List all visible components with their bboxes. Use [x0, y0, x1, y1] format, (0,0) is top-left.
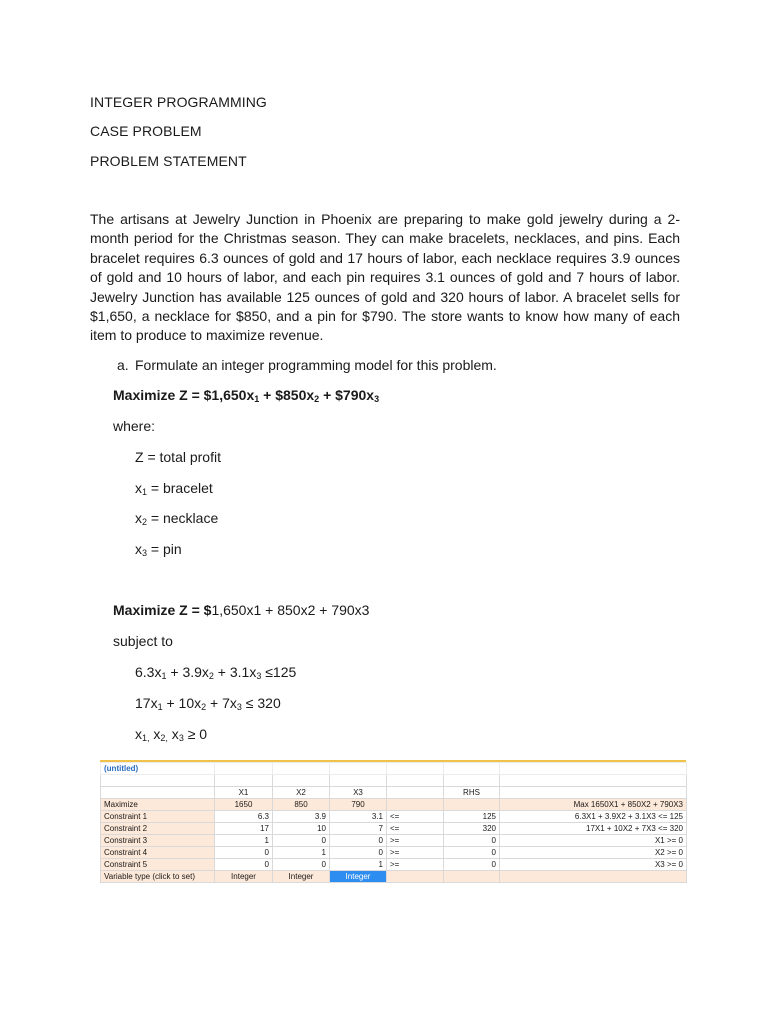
subscript: 1: [142, 487, 148, 497]
cell-sign[interactable]: >=: [387, 835, 444, 847]
variable-type-x1[interactable]: Integer: [215, 871, 273, 883]
term: + 7x: [206, 695, 237, 711]
cell-rhs[interactable]: 125: [444, 811, 500, 823]
heading-case-problem: CASE PROBLEM: [90, 123, 202, 139]
cell-sign[interactable]: >=: [387, 847, 444, 859]
table-row: [101, 799, 687, 811]
header-cell[interactable]: [387, 787, 444, 799]
variable-type-x2[interactable]: Integer: [273, 871, 330, 883]
sheet-title: (untitled): [101, 763, 215, 775]
cell-equation: X1 >= 0: [500, 835, 687, 847]
cell-x2[interactable]: 850: [273, 799, 330, 811]
row-label[interactable]: Constraint 5: [101, 859, 215, 871]
subscript: 1: [157, 702, 163, 712]
constraint-nonnegativity: [135, 726, 207, 743]
table-row: [101, 823, 687, 835]
constraint-labor: [135, 695, 281, 712]
empty-cell: [387, 871, 444, 883]
header-cell[interactable]: X2: [273, 787, 330, 799]
cell-x3[interactable]: 790: [330, 799, 387, 811]
header-cell[interactable]: X1: [215, 787, 273, 799]
cell-x2[interactable]: 1: [273, 847, 330, 859]
definition-x1: [135, 480, 213, 497]
solver-table: [100, 762, 687, 883]
variable: x: [135, 480, 142, 496]
table-row: [101, 811, 687, 823]
term: ≤125: [261, 664, 297, 680]
definition-text: = necklace: [147, 510, 219, 526]
cell-x1[interactable]: 6.3: [215, 811, 273, 823]
subscript: 3: [236, 702, 242, 712]
objective-rest: 1,650x1 + 850x2 + 790x3: [211, 602, 370, 618]
definition-x3: [135, 541, 182, 558]
subscript: 1,: [142, 733, 150, 743]
cell-x1[interactable]: 17: [215, 823, 273, 835]
constraint-gold: [135, 664, 296, 681]
empty-cell: [500, 763, 687, 775]
table-row: [101, 859, 687, 871]
empty-cell: [330, 763, 387, 775]
empty-cell: [387, 775, 444, 787]
row-label[interactable]: Constraint 2: [101, 823, 215, 835]
definition-x2: [135, 510, 218, 527]
cell-rhs[interactable]: 320: [444, 823, 500, 835]
cell-x1[interactable]: 0: [215, 859, 273, 871]
term: + 10x: [162, 695, 202, 711]
empty-cell: [215, 775, 273, 787]
heading-integer-programming: INTEGER PROGRAMMING: [90, 94, 267, 110]
row-label[interactable]: Constraint 3: [101, 835, 215, 847]
row-label[interactable]: Constraint 1: [101, 811, 215, 823]
blank-row: [101, 775, 687, 787]
subscript: 3: [374, 394, 380, 404]
header-cell[interactable]: [101, 787, 215, 799]
term: ≥ 0: [183, 726, 208, 742]
heading-problem-statement: PROBLEM STATEMENT: [90, 153, 247, 169]
cell-x1[interactable]: 1: [215, 835, 273, 847]
cell-sign[interactable]: <=: [387, 823, 444, 835]
cell-x3[interactable]: 0: [330, 835, 387, 847]
variable-type-x3[interactable]: Integer: [330, 871, 387, 883]
subject-to-label: subject to: [113, 633, 173, 649]
cell-sign[interactable]: [387, 799, 444, 811]
variable-type-row: [101, 871, 687, 883]
empty-cell: [500, 775, 687, 787]
term: x: [167, 726, 179, 742]
objective-function-2: [113, 602, 369, 618]
header-cell[interactable]: [500, 787, 687, 799]
cell-equation: 6.3X1 + 3.9X2 + 3.1X3 <= 125: [500, 811, 687, 823]
header-row: [101, 787, 687, 799]
term: + 3.9x: [166, 664, 209, 680]
definition-z: Z = total profit: [135, 449, 221, 465]
question-text: Formulate an integer programming model for this problem.: [135, 357, 497, 373]
cell-rhs[interactable]: 0: [444, 859, 500, 871]
subscript: 3: [178, 733, 184, 743]
cell-x1[interactable]: 0: [215, 847, 273, 859]
subscript: 3: [256, 671, 262, 681]
subscript: 2: [314, 394, 320, 404]
row-label[interactable]: Constraint 4: [101, 847, 215, 859]
row-label[interactable]: Maximize: [101, 799, 215, 811]
term: ≤ 320: [241, 695, 281, 711]
cell-x3[interactable]: 7: [330, 823, 387, 835]
empty-cell: [444, 775, 500, 787]
cell-equation: X3 >= 0: [500, 859, 687, 871]
objective-function: [113, 387, 379, 404]
cell-x2[interactable]: 0: [273, 859, 330, 871]
cell-equation: Max 1650X1 + 850X2 + 790X3: [500, 799, 687, 811]
empty-cell: [444, 763, 500, 775]
table-row: [101, 835, 687, 847]
solver-spreadsheet: [100, 760, 686, 883]
variable: x: [135, 541, 142, 557]
subscript: 2: [142, 517, 148, 527]
variable: x: [135, 510, 142, 526]
list-marker: a.: [117, 357, 129, 373]
cell-x3[interactable]: 3.1: [330, 811, 387, 823]
cell-x3[interactable]: 1: [330, 859, 387, 871]
cell-x1[interactable]: 1650: [215, 799, 273, 811]
empty-cell: [330, 775, 387, 787]
definition-text: = bracelet: [147, 480, 213, 496]
empty-cell: [101, 775, 215, 787]
row-label[interactable]: Variable type (click to set): [101, 871, 215, 883]
term: 6.3x: [135, 664, 162, 680]
cell-equation: 17X1 + 10X2 + 7X3 <= 320: [500, 823, 687, 835]
cell-rhs[interactable]: 0: [444, 847, 500, 859]
objective-part: + $790x: [319, 387, 375, 403]
cell-x3[interactable]: 0: [330, 847, 387, 859]
subscript: 2: [201, 702, 207, 712]
subscript: 2,: [160, 733, 168, 743]
table-row: [101, 847, 687, 859]
cell-x2[interactable]: 10: [273, 823, 330, 835]
cell-sign[interactable]: >=: [387, 859, 444, 871]
term: 17x: [135, 695, 158, 711]
cell-rhs[interactable]: [444, 799, 500, 811]
definition-text: = pin: [147, 541, 182, 557]
empty-cell: [273, 775, 330, 787]
problem-paragraph: The artisans at Jewelry Junction in Phoenix are preparing to make gold jewelry during a 2-month period for the Christmas season. They can make bracelets, necklaces, and pins. Each bracelet requires 6.3 ounces of gold and 17 hours of labor, each necklace requires 3.9 ounces of gold and 10 hours of labor, and each pin requires 3.1 ounces of gold and 7 hours of labor. Jewelry Junction has available 125 ounces of gold and 320 hours of labor. A bracelet sells for $1,650, a necklace for $850, and a pin for $790. The store wants to know how many of each item to produce to maximize revenue.: [90, 211, 680, 344]
cell-equation: X2 >= 0: [500, 847, 687, 859]
cell-rhs[interactable]: 0: [444, 835, 500, 847]
term: x: [135, 726, 142, 742]
empty-cell: [500, 871, 687, 883]
term: + 3.1x: [213, 664, 257, 680]
where-label: where:: [113, 418, 156, 434]
term: x: [149, 726, 161, 742]
question-a: [117, 357, 497, 373]
cell-x2[interactable]: 3.9: [273, 811, 330, 823]
subscript: 2: [208, 671, 214, 681]
cell-sign[interactable]: <=: [387, 811, 444, 823]
subscript: 1: [254, 394, 260, 404]
empty-cell: [215, 763, 273, 775]
sheet-title-row: [101, 763, 687, 775]
objective-part: + $850x: [259, 387, 315, 403]
subscript: 1: [161, 671, 167, 681]
header-cell[interactable]: X3: [330, 787, 387, 799]
objective-part: Maximize Z = $1,650x: [113, 387, 255, 403]
cell-x2[interactable]: 0: [273, 835, 330, 847]
empty-cell: [387, 763, 444, 775]
subscript: 3: [142, 548, 148, 558]
header-cell[interactable]: RHS: [444, 787, 500, 799]
empty-cell: [273, 763, 330, 775]
objective-bold: Maximize Z = $: [113, 602, 212, 618]
empty-cell: [444, 871, 500, 883]
